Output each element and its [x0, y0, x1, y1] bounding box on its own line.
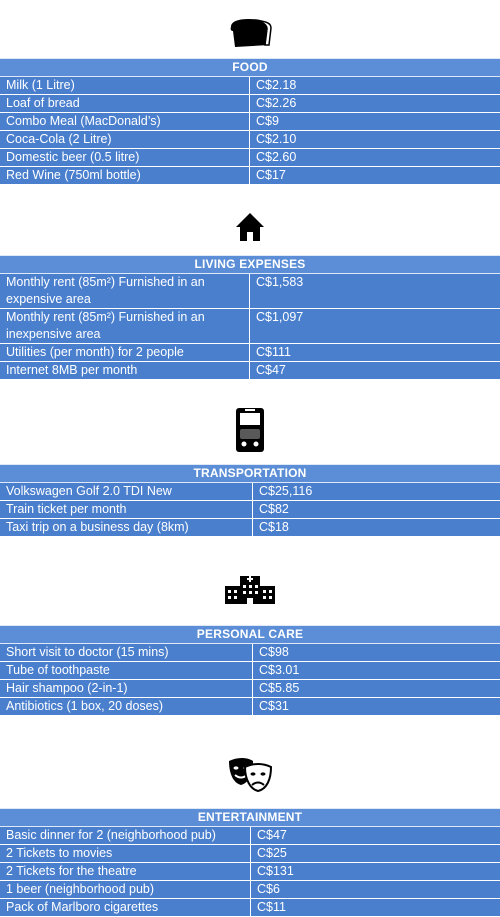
table-row	[0, 483, 500, 501]
price-value: C$18	[259, 520, 289, 534]
food-table	[0, 58, 500, 184]
theatre-masks-icon-wrap	[0, 757, 500, 793]
price-value: C$25	[257, 846, 287, 860]
transportation-table	[0, 464, 500, 536]
item-label: 2 Tickets to movies	[0, 845, 251, 862]
item-label: 1 beer (neighborhood pub)	[0, 881, 251, 898]
table-row	[0, 77, 500, 95]
table-row	[0, 845, 500, 863]
table-row	[0, 362, 500, 379]
personal-care-table	[0, 625, 500, 715]
item-label: Short visit to doctor (15 mins)	[0, 644, 253, 661]
table-row	[0, 501, 500, 519]
item-label: Utilities (per month) for 2 people	[0, 344, 250, 361]
table-row	[0, 309, 500, 344]
section-title: ENTERTAINMENT	[0, 808, 500, 827]
item-label: Monthly rent (85m²) Furnished in an inexpensive area	[0, 309, 250, 343]
price-value: C$1,583	[256, 275, 304, 289]
item-label: Internet 8MB per month	[0, 362, 250, 379]
price-value: C$9	[256, 114, 279, 128]
price-value: C$98	[259, 645, 289, 659]
item-label: Tube of toothpaste	[0, 662, 253, 679]
price-value: C$2.18	[256, 78, 297, 92]
table-row	[0, 698, 500, 715]
price-value: C$3.01	[259, 663, 300, 677]
price-value: C$11	[257, 900, 286, 914]
table-row	[0, 519, 500, 536]
table-row	[0, 827, 500, 845]
price-value: C$2.26	[256, 96, 297, 110]
section-title: FOOD	[0, 58, 500, 77]
table-row	[0, 149, 500, 167]
price-value: C$2.10	[256, 132, 297, 146]
table-row	[0, 863, 500, 881]
train-icon-wrap	[0, 407, 500, 453]
item-label: Pack of Marlboro cigarettes	[0, 899, 251, 916]
table-row	[0, 167, 500, 184]
price-value: C$6	[257, 882, 280, 896]
price-value: C$5.85	[259, 681, 300, 695]
bread-icon	[227, 17, 273, 49]
theatre-masks-icon	[227, 757, 273, 793]
table-row	[0, 680, 500, 698]
item-label: Basic dinner for 2 (neighborhood pub)	[0, 827, 251, 844]
table-row	[0, 131, 500, 149]
table-row	[0, 274, 500, 309]
item-label: Combo Meal (MacDonald’s)	[0, 113, 250, 130]
item-label: Milk (1 Litre)	[0, 77, 250, 94]
item-label: Monthly rent (85m²) Furnished in an expensive area	[0, 274, 250, 308]
item-label: 2 Tickets for the theatre	[0, 863, 251, 880]
price-value: C$2.60	[256, 150, 297, 164]
item-label: Loaf of bread	[0, 95, 250, 112]
price-value: C$131	[257, 864, 294, 878]
price-value: C$31	[259, 699, 289, 713]
section-title: TRANSPORTATION	[0, 464, 500, 483]
section-title: PERSONAL CARE	[0, 625, 500, 644]
table-row	[0, 344, 500, 362]
section-title: LIVING EXPENSES	[0, 255, 500, 274]
house-icon-wrap	[0, 211, 500, 243]
price-value: C$17	[256, 168, 286, 182]
table-row	[0, 95, 500, 113]
table-row	[0, 881, 500, 899]
table-row	[0, 899, 500, 916]
item-label: Coca-Cola (2 Litre)	[0, 131, 250, 148]
price-value: C$25,116	[259, 484, 313, 498]
item-label: Hair shampoo (2-in-1)	[0, 680, 253, 697]
house-icon	[234, 211, 266, 243]
item-label: Antibiotics (1 box, 20 doses)	[0, 698, 253, 715]
price-value: C$47	[257, 828, 287, 842]
item-label: Volkswagen Golf 2.0 TDI New	[0, 483, 253, 500]
item-label: Taxi trip on a business day (8km)	[0, 519, 253, 536]
train-icon	[235, 407, 265, 453]
price-value: C$111	[256, 345, 291, 359]
table-row	[0, 662, 500, 680]
hospital-icon	[225, 574, 275, 604]
entertainment-table	[0, 808, 500, 916]
bread-icon-wrap	[0, 17, 500, 49]
item-label: Red Wine (750ml bottle)	[0, 167, 250, 184]
item-label: Domestic beer (0.5 litre)	[0, 149, 250, 166]
price-value: C$1,097	[256, 310, 304, 324]
table-row	[0, 644, 500, 662]
price-value: C$82	[259, 502, 289, 516]
table-row	[0, 113, 500, 131]
price-value: C$47	[256, 363, 286, 377]
living-expenses-table	[0, 255, 500, 379]
item-label: Train ticket per month	[0, 501, 253, 518]
hospital-icon-wrap	[0, 574, 500, 604]
